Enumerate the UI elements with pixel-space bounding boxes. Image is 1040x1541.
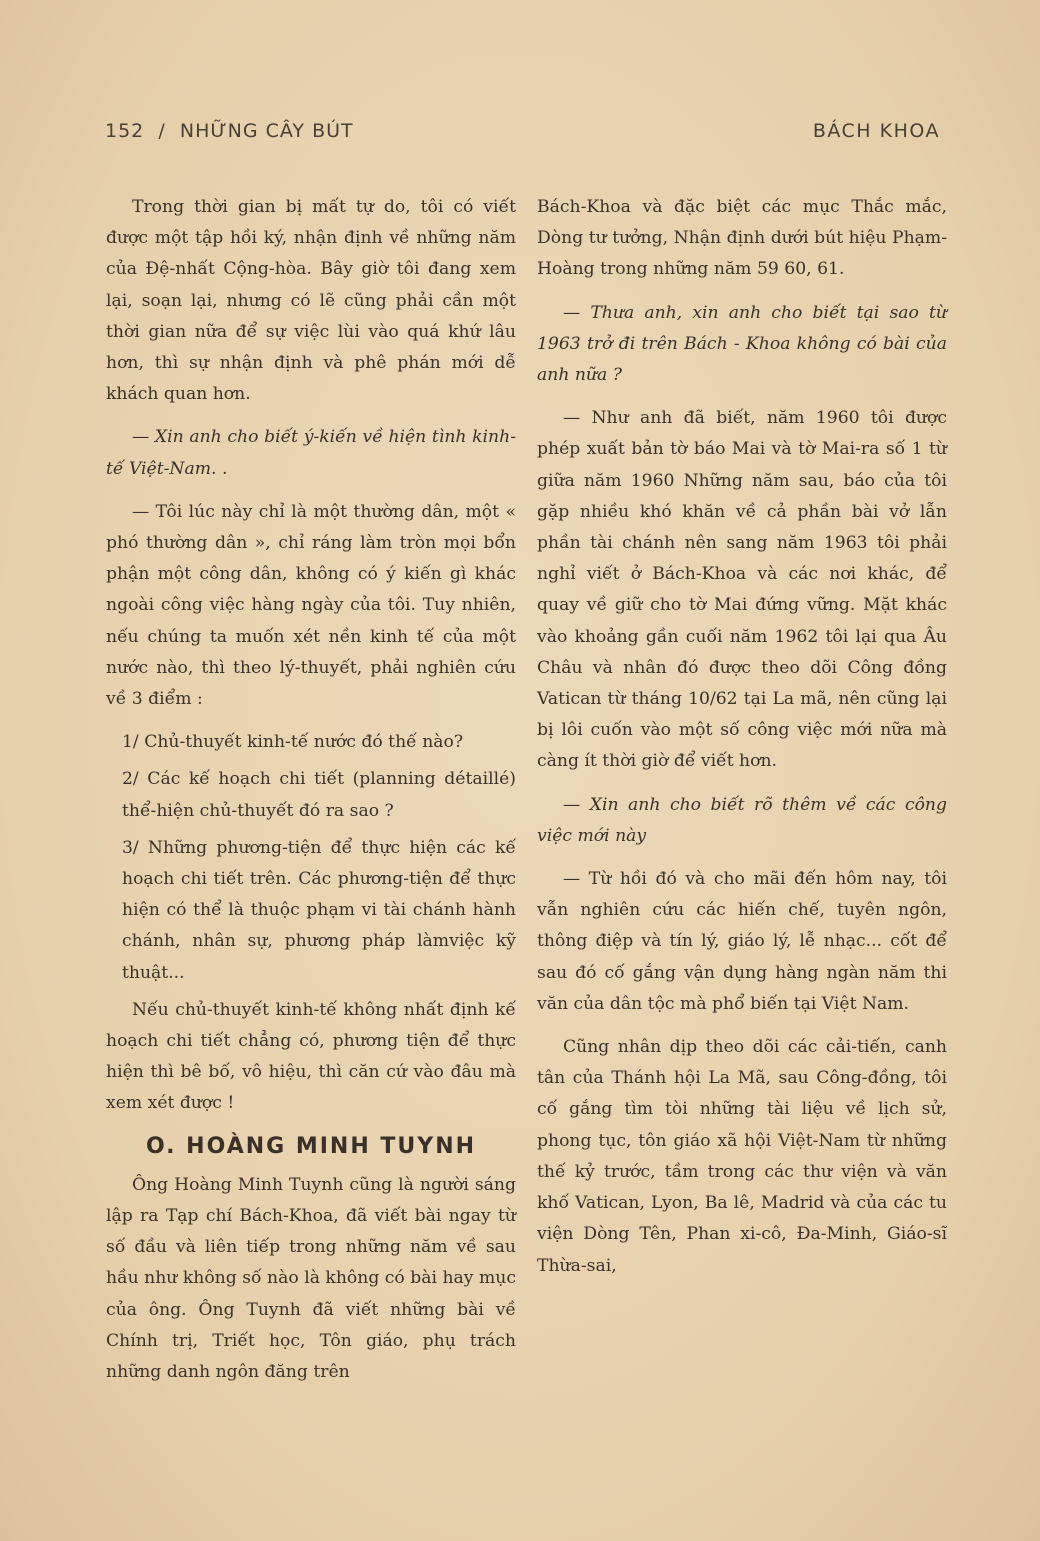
header-left [105, 120, 354, 142]
interview-question: — Thưa anh, xin anh cho biết tại sao từ 1963 trở đi trên Bách - Khoa không có bài của anh nữa ? [537, 302, 947, 386]
paragraph: Nếu chủ-thuyết kinh-tế không nhất định kế hoạch chi tiết chẳng có, phương tiện để thực hiện thì bê bố, vô hiệu, thì căn cứ vào đâu mà xem xét được ! [106, 999, 516, 1114]
paragraph: Cũng nhân dịp theo dõi các cải-tiến, canh tân của Thánh hội La Mã, sau Công-đồng, tôi cố gắng tìm tòi những tài liệu về lịch sử, phong tục, tôn giáo xã hội Việt-Nam từ những thế kỷ trước, tầm trong các thư viện và văn khố Vatican, Lyon, Ba lê, Madrid và của các tu viện Dòng Tên, Phan xi-cô, Đa-Minh, Giáo-sĩ Thừa-sai, [537, 1037, 947, 1276]
paragraph: Trong thời gian bị mất tự do, tôi có viết được một tập hồi ký, nhận định về những năm của Đệ-nhất Cộng-hòa. Bây giờ tôi đang xem lại, soạn lại, nhưng có lẽ cũng phải cần một thời gian nữa để sự việc lùi vào quá khứ lâu hơn, thì sự nhận định và phê phán mới dễ khách quan hơn. [106, 197, 516, 405]
list-item: 2/ Các kế hoạch chi tiết (planning détaillé) thể-hiện chủ-thuyết đó ra sao ? [122, 769, 516, 821]
section-title: NHỮNG CÂY BÚT [179, 120, 354, 142]
page-header [105, 120, 940, 150]
paragraph: — Như anh đã biết, năm 1960 tôi được phép xuất bản tờ báo Mai và tờ Mai-ra số 1 từ giữa năm 1960 Những năm sau, báo của tôi gặp nhiều khó khăn về cả phần bài vở lẫn phần tài chánh nên sang năm 1963 tôi phải nghỉ viết ở Bách-Khoa và các nơi khác, để quay về giữ cho tờ Mai đứng vững. Mặt khác vào khoảng gần cuối năm 1962 tôi lại qua Âu Châu và nhân đó được theo dõi Công đồng Vatican từ tháng 10/62 tại La mã, nên cũng lại bị lôi cuốn vào một số công việc mới nữa mà càng ít thời giờ để viết hơn. [537, 408, 947, 772]
list-item: 3/ Những phương-tiện để thực hiện các kế hoạch chi tiết trên. Các phương-tiện để thực hiện có thể là thuộc phạm vi tài chánh hành chánh, nhân sự, phương pháp làmviệc kỹ thuật... [122, 837, 516, 983]
paragraph: Bách-Khoa và đặc biệt các mục Thắc mắc, Dòng tư tưởng, Nhận định dưới bút hiệu Phạm-Hoàng trong những năm 59 60, 61. [537, 197, 947, 280]
magazine-name: BÁCH KHOA [812, 120, 940, 142]
paragraph: — Tôi lúc này chỉ là một thường dân, một « phó thường dân », chỉ ráng làm tròn mọi bổn phận một công dân, không có ý kiến gì khác ngoài công việc hàng ngày của tôi. Tuy nhiên, nếu chúng ta muốn xét nền kinh tế của một nước nào, thì theo lý-thuyết, phải nghiên cứu về 3 điểm : [106, 501, 516, 710]
page-number: 152 [105, 120, 145, 142]
paragraph: Ông Hoàng Minh Tuynh cũng là người sáng lập ra Tạp chí Bách-Khoa, đã viết bài ngay từ số đầu và liên tiếp trong những năm về sau hầu như không số nào là không có bài hay mục của ông. Ông Tuynh đã viết những bài về Chính trị, Triết học, Tôn giáo, phụ trách những danh ngôn đăng trên [106, 1174, 516, 1382]
header-separator: / [158, 120, 166, 142]
right-column [537, 192, 947, 1294]
paragraph: — Từ hồi đó và cho mãi đến hôm nay, tôi vẫn nghiên cứu các hiến chế, tuyên ngôn, thông điệp và tín lý, giáo lý, lễ nhạc... cốt để sau đó cố gắng vận dụng hàng ngàn năm thi văn của dân tộc mà phổ biến tại Việt Nam. [537, 869, 947, 1014]
list-item: 1/ Chủ-thuyết kinh-tế nước đó thế nào? [122, 732, 464, 753]
interview-question: — Xin anh cho biết ý-kiến về hiện tình kinh-tế Việt-Nam. . [106, 427, 516, 479]
section-heading: O. HOÀNG MINH TUYNH [145, 1133, 477, 1159]
interview-question: — Xin anh cho biết rõ thêm về các công việc mới này [537, 794, 947, 846]
left-column [106, 192, 516, 1400]
